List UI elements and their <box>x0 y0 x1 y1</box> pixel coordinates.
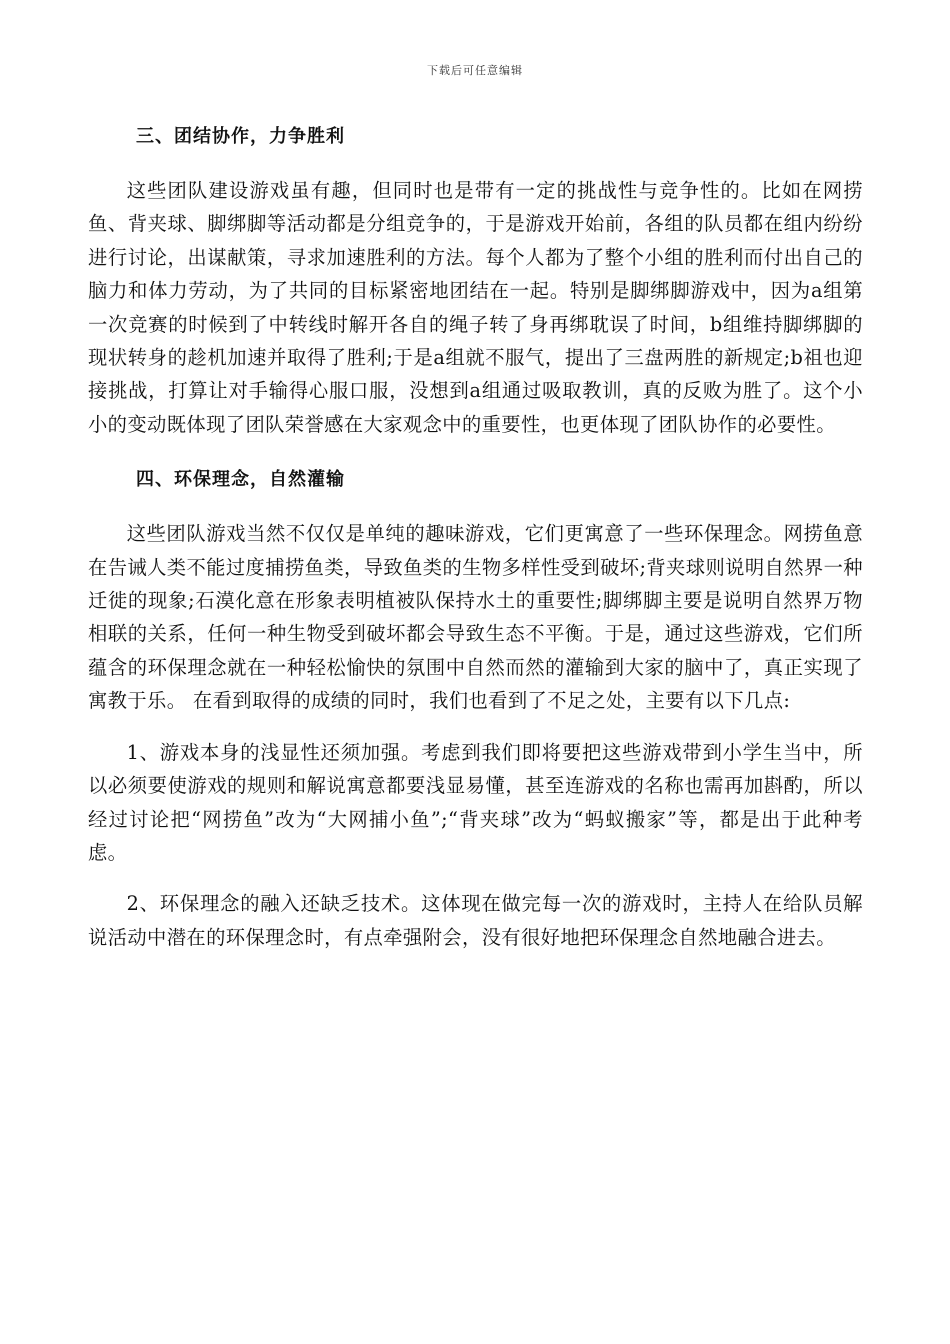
paragraph: 2、环保理念的融入还缺乏技术。这体现在做完每一次的游戏时，主持人在给队员解说活动中潜在的环保理念时，有点牵强附会，没有很好地把环保理念自然地融合进去。 <box>88 892 863 949</box>
paragraph: 1、游戏本身的浅显性还须加强。考虑到我们即将要把这些游戏带到小学生当中，所以必须要使游戏的规则和解说寓意都要浅显易懂，甚至连游戏的名称也需再加斟酌，所以经过讨论把“网捞鱼”改为“大网捕小鱼”;“背夹球”改为“蚂蚁搬家”等，都是出于此种考虑。 <box>88 740 863 864</box>
paragraph: 这些团队建设游戏虽有趣，但同时也是带有一定的挑战性与竞争性的。比如在网捞鱼、背夹球、脚绑脚等活动都是分组竞争的，于是游戏开始前，各组的队员都在组内纷纷进行讨论，出谋献策，寻求加速胜利的方法。每个人都为了整个小组的胜利而付出自己的脑力和体力劳动，为了共同的目标紧密地团结在一起。特别是脚绑脚游戏中，因为a组第一次竞赛的时候到了中转线时解开各自的绳子转了身再绑耽误了时间，b组维持脚绑脚的现状转身的趁机加速并取得了胜利;于是a组就不服气，提出了三盘两胜的新规定;b祖也迎接挑战，打算让对手输得心服口服，没想到a组通过吸取教训，真的反败为胜了。这个小小的变动既体现了团队荣誉感在大家观念中的重要性，也更体现了团队协作的必要性。 <box>88 179 863 436</box>
header-note: 下载后可任意编辑 <box>427 64 523 77</box>
section-title-3: 三、团结协作，力争胜利 <box>136 126 345 147</box>
section-title-4: 四、环保理念，自然灌输 <box>136 469 345 491</box>
document-body <box>88 118 863 972</box>
paragraph: 这些团队游戏当然不仅仅是单纯的趣味游戏，它们更寓意了一些环保理念。网捞鱼意在告诫人类不能过度捕捞鱼类，导致鱼类的生物多样性受到破坏;背夹球则说明自然界一种迁徙的现象;石漠化意在形象表明植被队保持水土的重要性;脚绑脚主要是说明自然界万物相联的关系，任何一种生物受到破坏都会导致生态不平衡。于是，通过这些游戏，它们所蕴含的环保理念就在一种轻松愉快的氛围中自然而然的灌输到大家的脑中了，真正实现了寓教于乐。 在看到取得的成绩的同时，我们也看到了不足之处，主要有以下几点: <box>88 522 863 713</box>
